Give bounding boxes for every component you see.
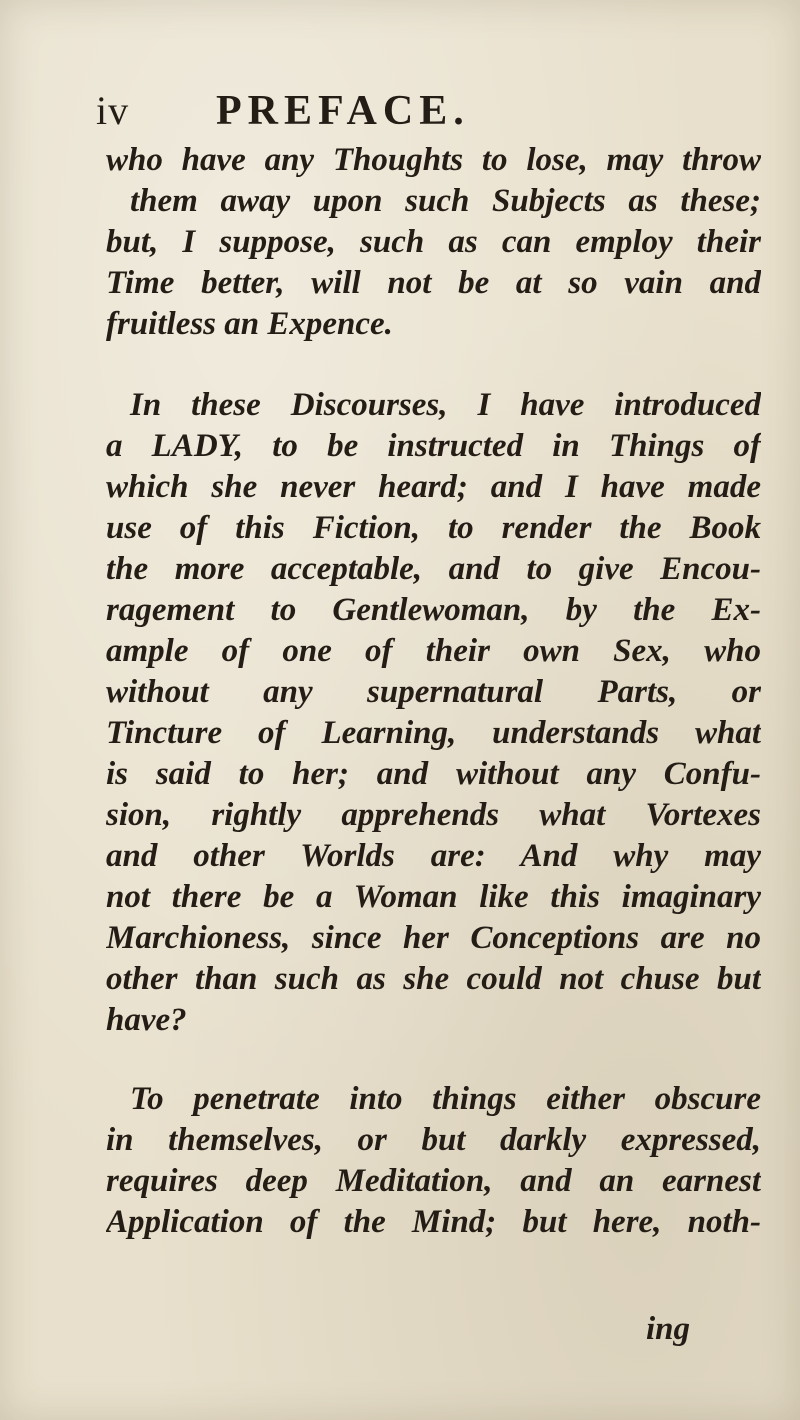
text-line: sion, rightly apprehends what Vortexes: [106, 797, 761, 833]
text-line: without any supernatural Parts, or: [106, 674, 761, 710]
text-line: Time better, will not be at so vain and: [106, 265, 761, 301]
text-line: use of this Fiction, to render the Book: [106, 510, 761, 546]
text-line: the more acceptable, and to give Encou-: [106, 551, 761, 587]
body-text: [106, 140, 761, 1243]
text-line: not there be a Woman like this imaginary: [106, 879, 761, 915]
text-line: In these Discourses, I have introduced: [130, 387, 761, 423]
catchword: ing: [646, 1311, 691, 1347]
paragraph-3: [106, 1079, 761, 1243]
text-line: have?: [106, 1002, 187, 1038]
running-head: [96, 86, 736, 136]
text-line: To penetrate into things either obscure: [130, 1081, 761, 1117]
running-title: PREFACE.: [216, 88, 470, 134]
text-line: Marchioness, since her Conceptions are no: [106, 920, 761, 956]
text-line: who have any Thoughts to lose, may throw: [106, 142, 761, 178]
paragraph-gap: [106, 1041, 761, 1079]
text-line: Tincture of Learning, understands what: [106, 715, 761, 751]
page-number: iv: [96, 88, 130, 133]
paragraph-gap: [106, 345, 761, 385]
text-line: ample of one of their own Sex, who: [106, 633, 761, 669]
paragraph-1: [106, 140, 761, 345]
text-line: a LADY, to be instructed in Things of: [106, 428, 761, 464]
text-line: and other Worlds are: And why may: [106, 838, 761, 874]
paragraph-2: [106, 385, 761, 1041]
text-line: them away upon such Subjects as these;: [130, 183, 761, 219]
text-line: Application of the Mind; but here, noth-: [106, 1204, 761, 1240]
text-line: which she never heard; and I have made: [106, 469, 761, 505]
text-line: ragement to Gentlewoman, by the Ex-: [106, 592, 761, 628]
text-line: but, I suppose, such as can employ their: [106, 224, 761, 260]
text-line: is said to her; and without any Confu-: [106, 756, 761, 792]
text-line: other than such as she could not chuse but: [106, 961, 761, 997]
text-line: requires deep Meditation, and an earnest: [106, 1163, 761, 1199]
text-line: fruitless an Expence.: [106, 306, 393, 342]
text-line: in themselves, or but darkly expressed,: [106, 1122, 761, 1158]
